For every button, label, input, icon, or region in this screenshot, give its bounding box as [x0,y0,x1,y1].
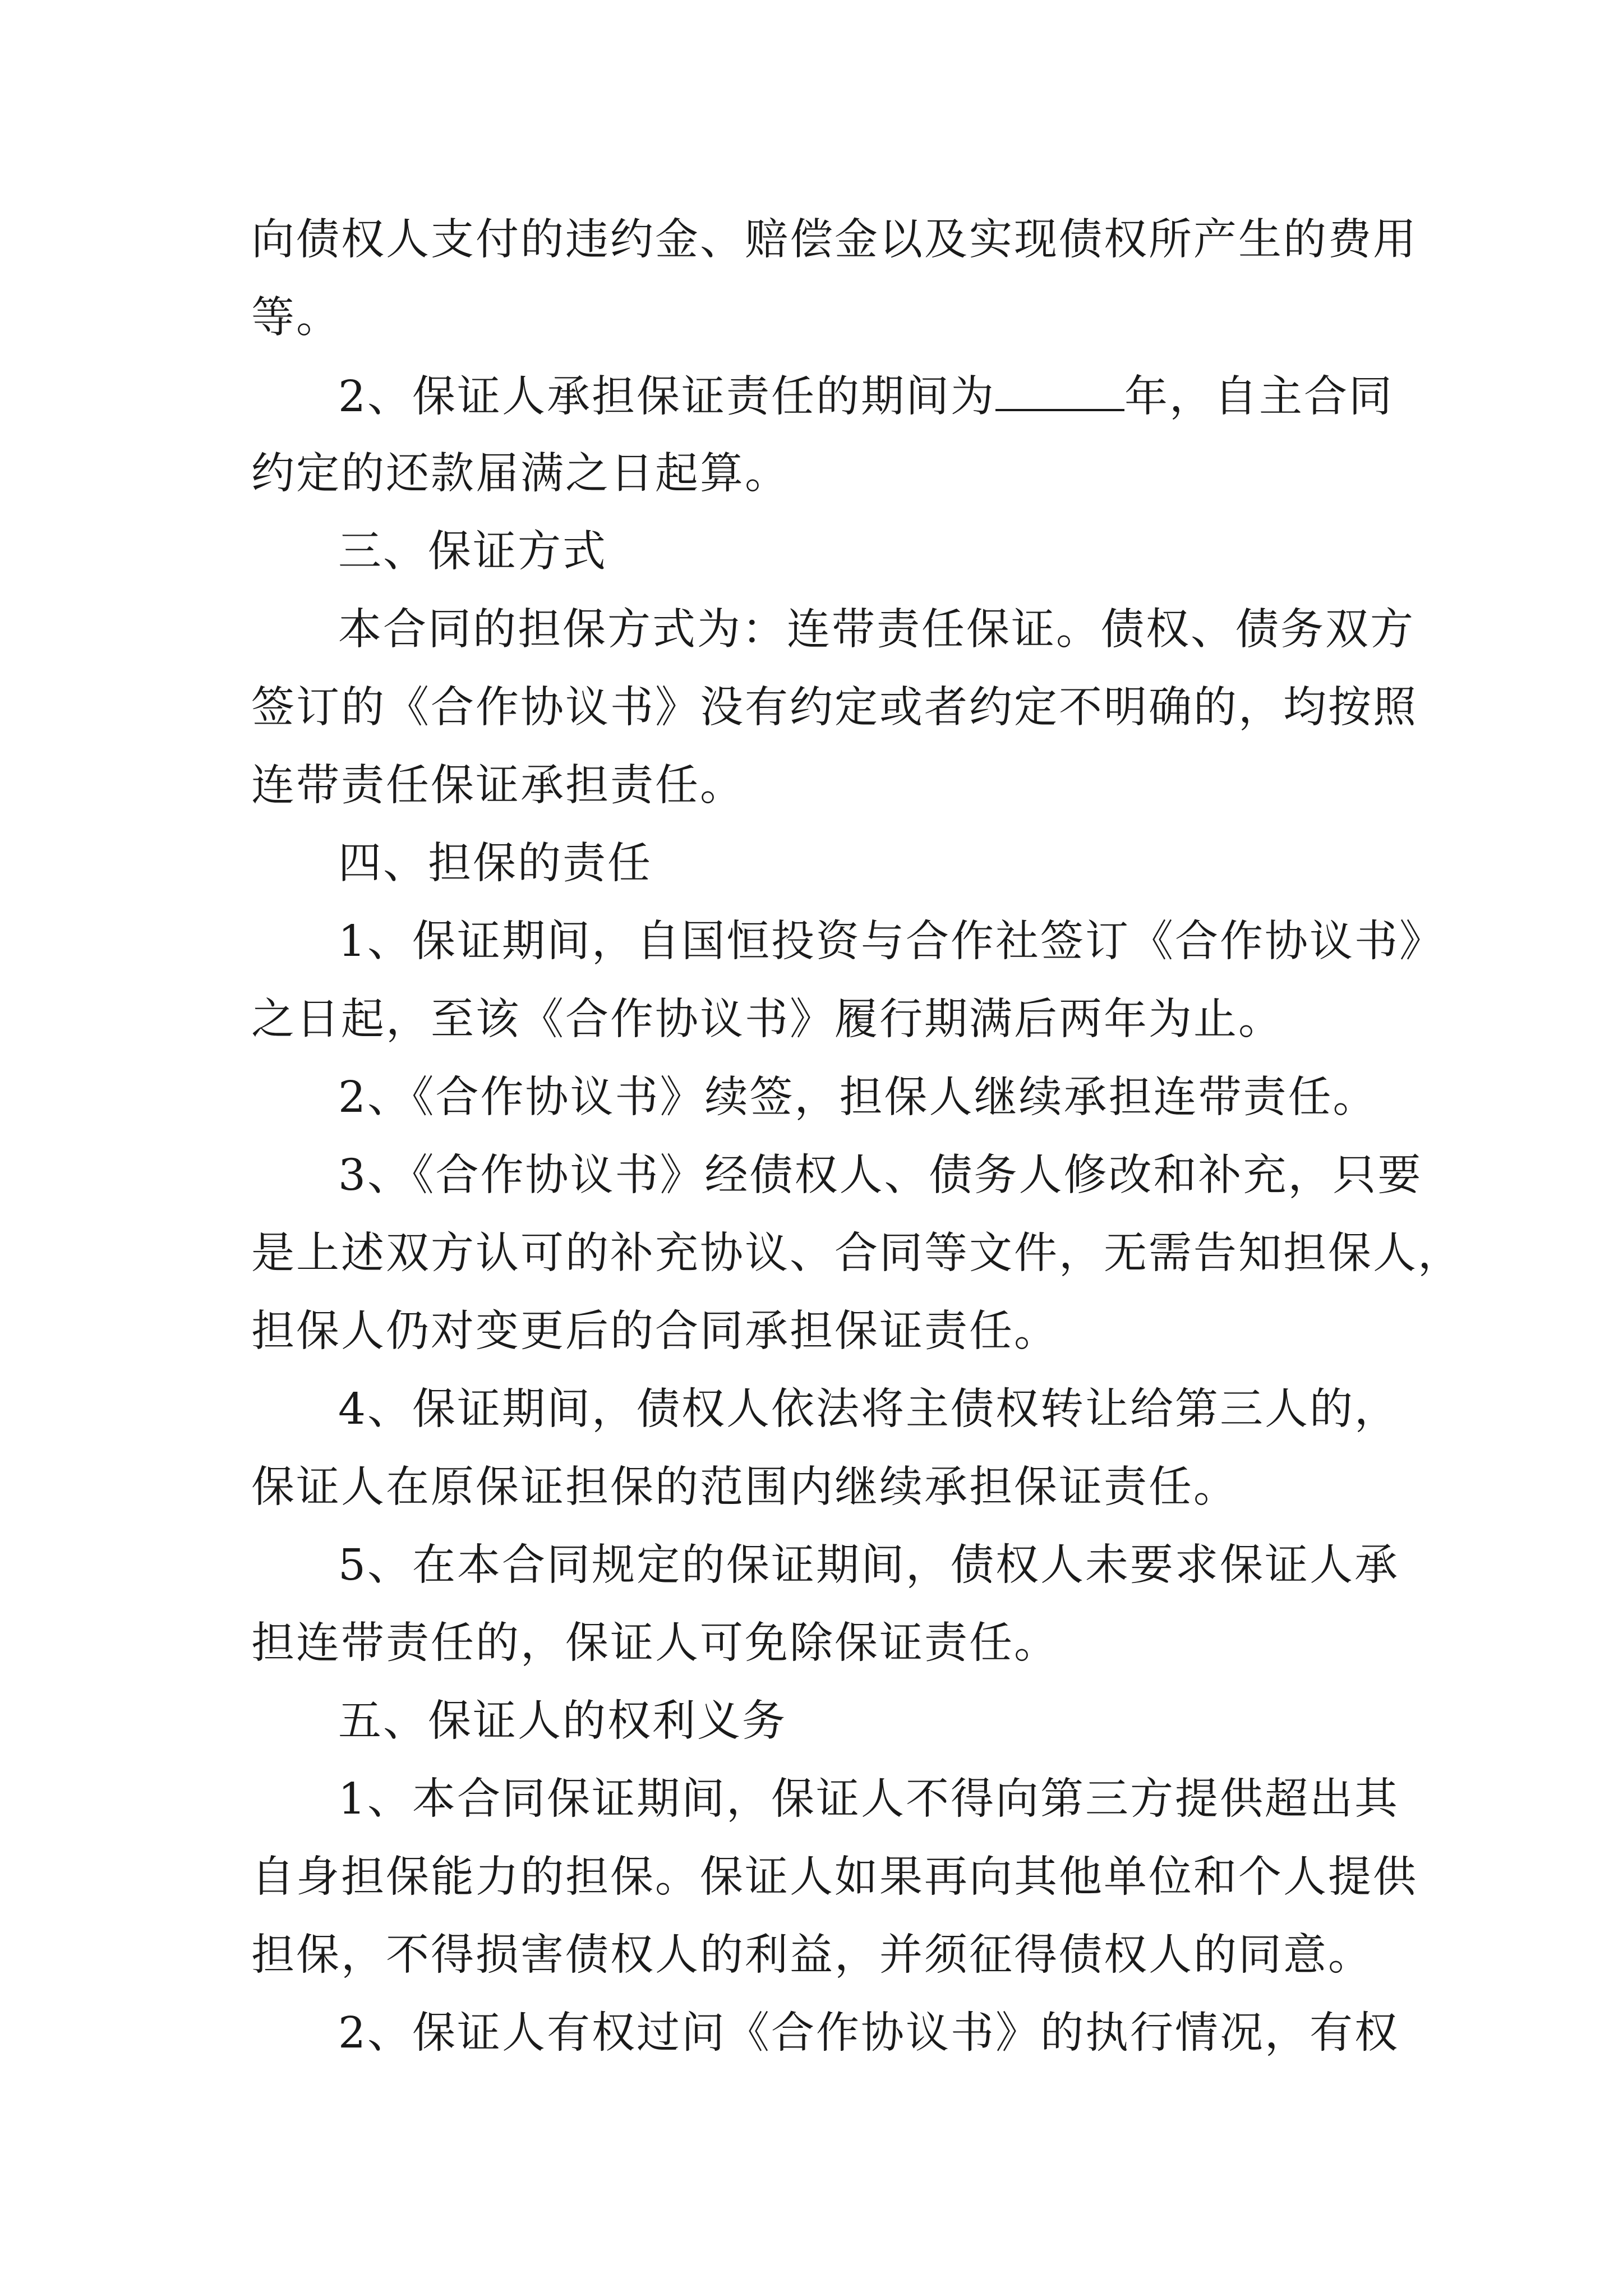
text-line: 向债权人支付的违约金、赔偿金以及实现债权所产生的费用 [251,215,1418,265]
text-line: 是上述双方认可的补充协议、合同等文件，无需告知担保人， [251,1228,1463,1278]
section-heading: 五、保证人的权利义务 [338,1696,787,1746]
text-line: 之日起，至该《合作协议书》履行期满后两年为止。 [251,995,1283,1045]
text-line: 1、本合同保证期间，保证人不得向第三方提供超出其 [338,1774,1399,1824]
text-line: 4、保证期间，债权人依法将主债权转让给第三人的， [338,1384,1399,1434]
text-line: 1、保证期间，自国恒投资与合作社签订《合作协议书》 [338,917,1444,967]
text-line: 担保，不得损害债权人的利益，并须征得债权人的同意。 [251,1930,1373,1980]
text-line: 约定的还款届满之日起算。 [251,449,790,499]
text-line: 自身担保能力的担保。保证人如果再向其他单位和个人提供 [251,1852,1418,1902]
text-line: 本合同的担保方式为：连带责任保证。债权、债务双方 [338,605,1415,655]
text-line: 担保人仍对变更后的合同承担保证责任。 [251,1306,1059,1356]
text-line: 签订的《合作协议书》没有约定或者约定不明确的，均按照 [251,683,1418,733]
fill-in-blank [995,374,1124,411]
text-line: 连带责任保证承担责任。 [251,761,745,811]
text-line: 保证人在原保证担保的范围内继续承担保证责任。 [251,1462,1238,1512]
text-line: 5、在本合同规定的保证期间，债权人未要求保证人承 [338,1540,1399,1590]
text-segment: 年，自主合同 [1124,372,1394,422]
text-line: 2、《合作协议书》续签，担保人继续承担连带责任。 [338,1073,1378,1122]
text-line: 等。 [251,293,341,343]
section-heading: 四、担保的责任 [338,839,652,889]
text-segment: 2、保证人承担保证责任的期间为 [338,372,995,422]
text-line: 2、保证人有权过问《合作协议书》的执行情况，有权 [338,2008,1399,2058]
text-line: 担连带责任的，保证人可免除保证责任。 [251,1618,1059,1668]
text-line: 3、《合作协议书》经债权人、债务人修改和补充，只要 [338,1151,1423,1200]
text-line [338,372,1394,422]
section-heading: 三、保证方式 [338,527,607,577]
